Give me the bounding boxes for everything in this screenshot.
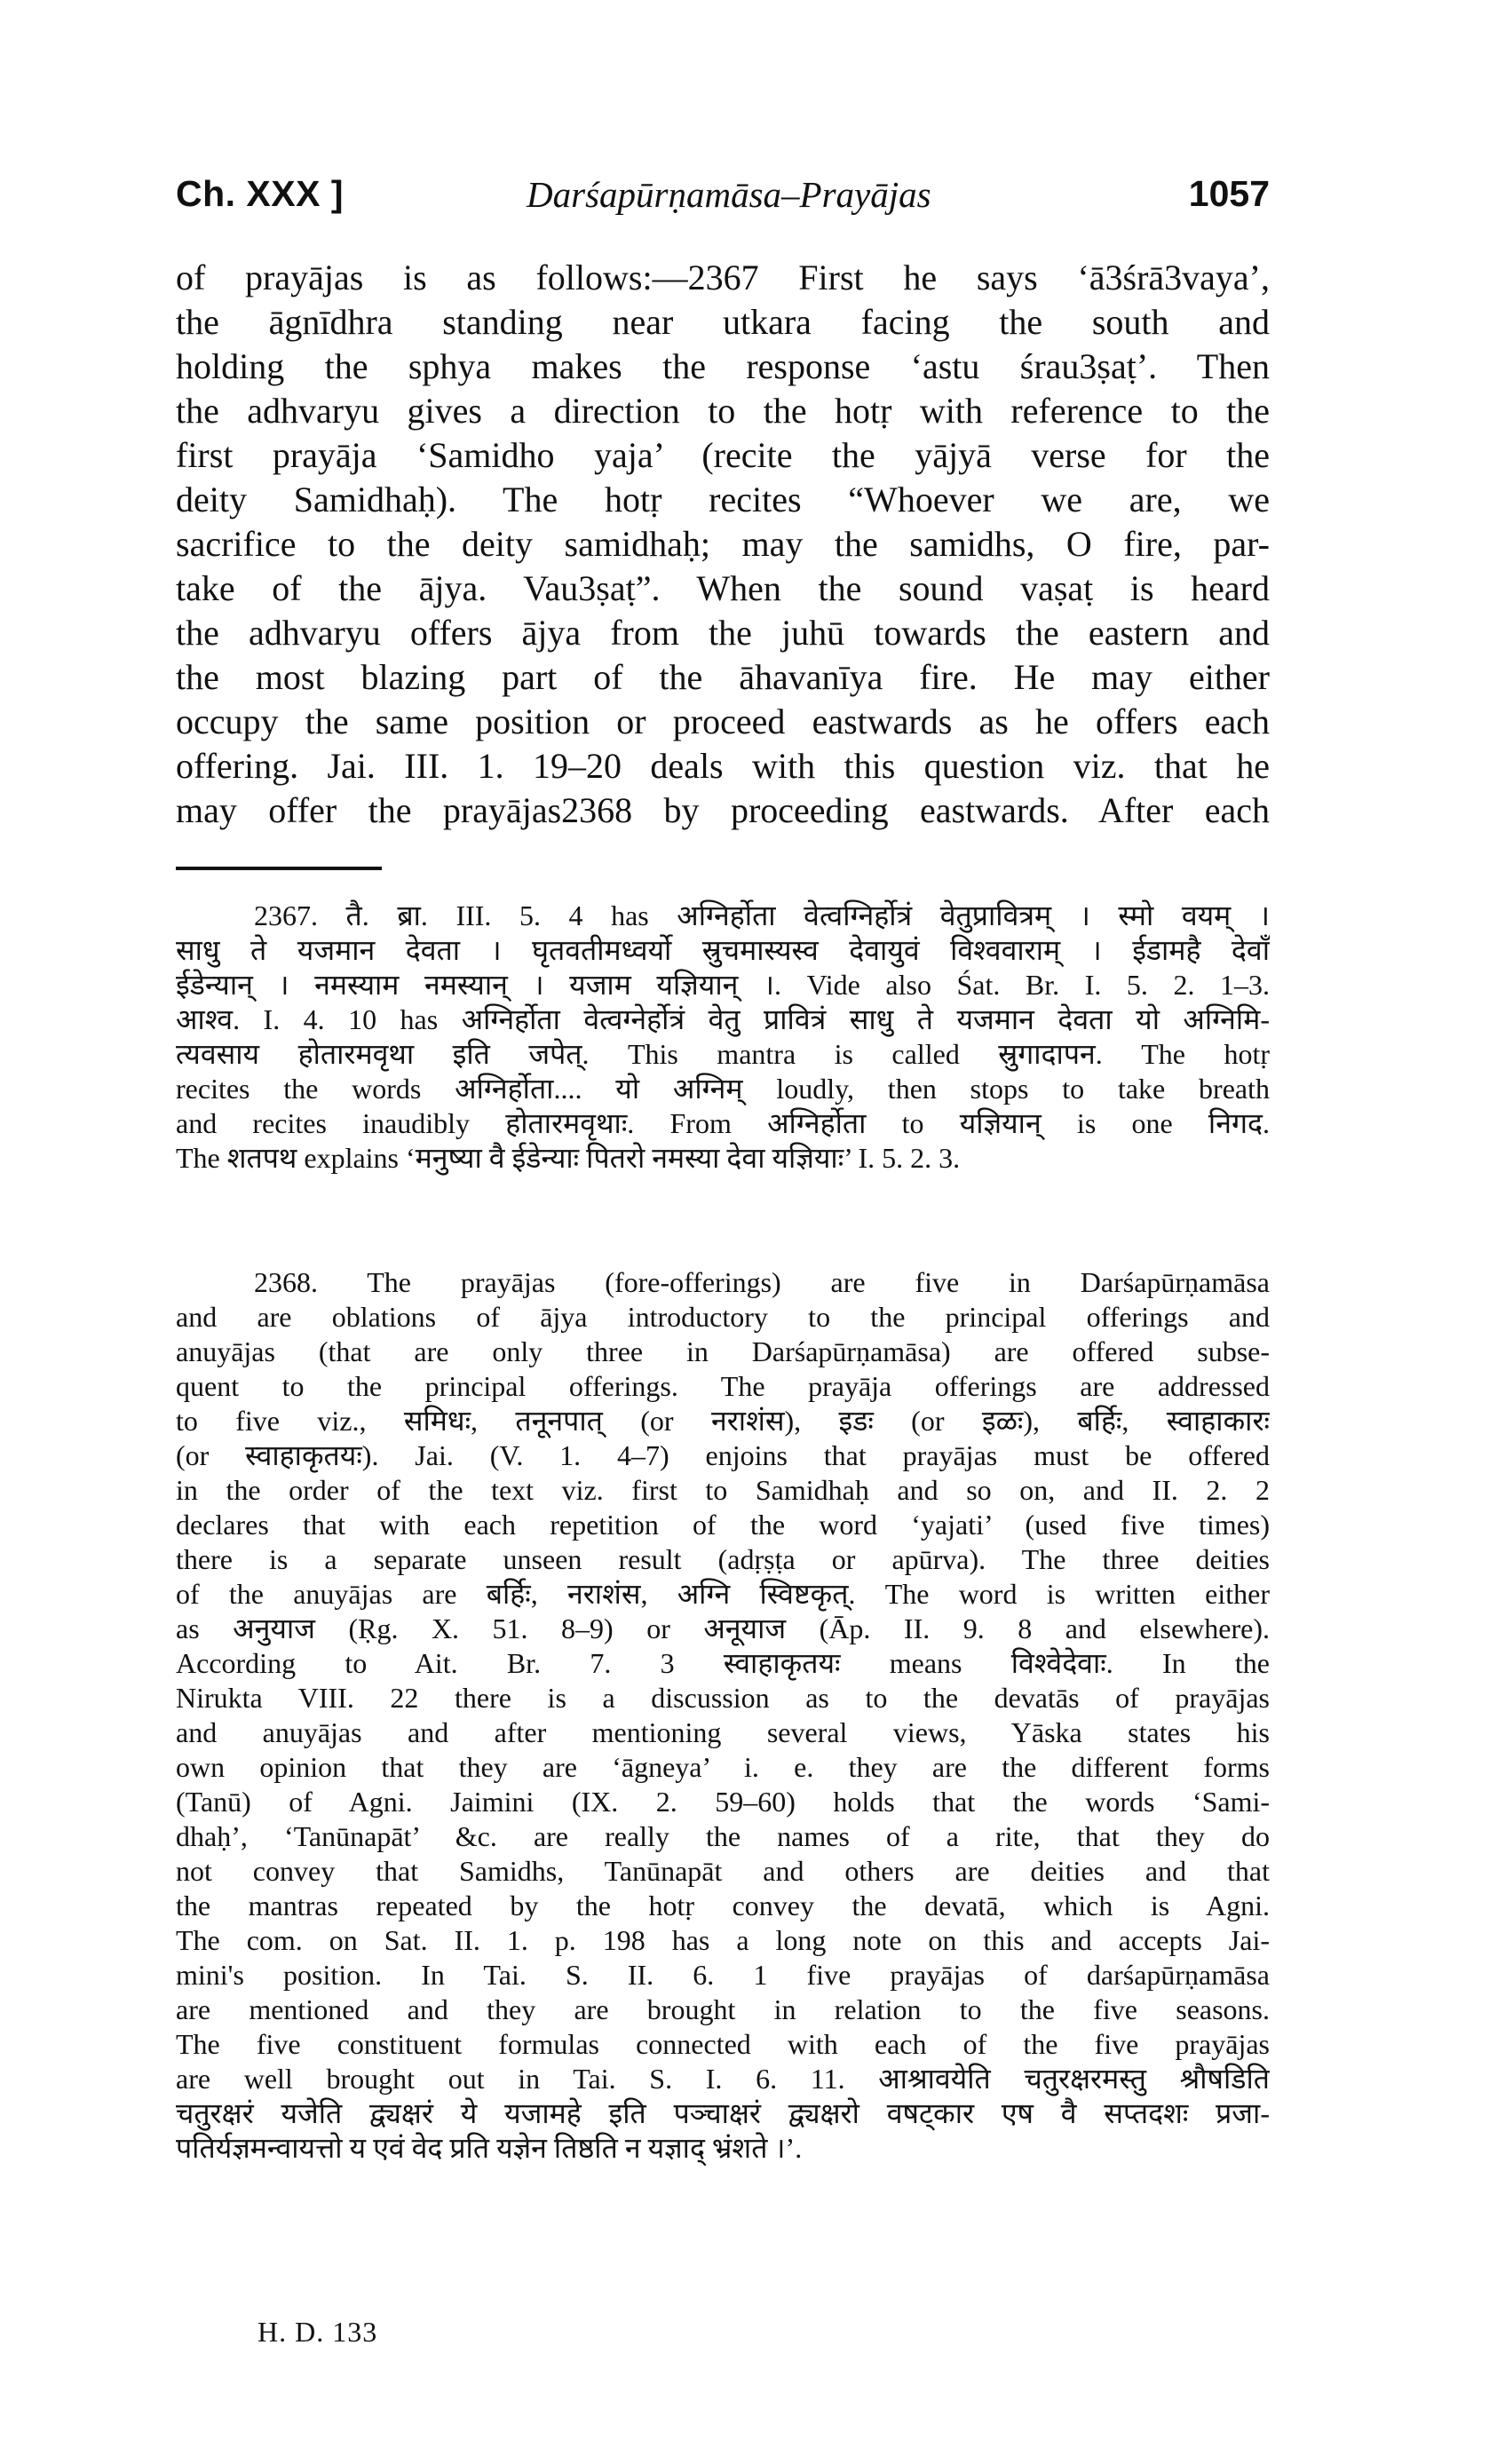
footnote-line: 2367. तै. ब्रा. III. 5. 4 has अग्निर्होता वेत्वग्निर्होत्रं वेतुप्रावित्रम् । स्मो वयम् । bbox=[254, 899, 1270, 931]
main-text-line: offering. Jai. III. 1. 19–20 deals with this question viz. that he bbox=[176, 746, 1270, 786]
footnote-2367 bbox=[176, 899, 1270, 1176]
footnote-line: त्यवसाय होतारमवृथा इति जपेत्. This mantra is called स्रुगादापन. The hotṛ bbox=[176, 1038, 1270, 1070]
footnote-line: The com. on Sat. II. 1. p. 198 has a long note on this and accepts Jai- bbox=[176, 1924, 1270, 1956]
footnote-line: mini's position. In Tai. S. II. 6. 1 five prayājas of darśapūrṇamāsa bbox=[176, 1959, 1270, 1991]
footnote-line: are well brought out in Tai. S. I. 6. 11. आश्रावयेति चतुरक्षरमस्तु श्रौषडिति bbox=[176, 2063, 1270, 2095]
footnote-line: recites the words अग्निर्होता.... यो अग्निम् loudly, then stops to take breath bbox=[176, 1073, 1270, 1105]
footnote-line: to five viz., समिधः, तनूनपात् (or नराशंस), इडः (or इळः), बर्हिः, स्वाहाकारः bbox=[176, 1405, 1270, 1437]
running-header bbox=[176, 173, 1270, 226]
footnote-2368 bbox=[176, 1265, 1270, 2166]
footnote-line: ईडेन्यान् । नमस्याम नमस्यान् । यजाम यज्ञियान् ।. Vide also Śat. Br. I. 5. 2. 1–3. bbox=[176, 969, 1270, 1001]
footnote-line: dhaḥ’, ‘Tanūnapāt’ &c. are really the names of a rite, that they do bbox=[176, 1820, 1270, 1852]
main-text-line: take of the ājya. Vau3ṣaṭ”. When the sound vaṣaṭ is heard bbox=[176, 568, 1270, 608]
page-number: 1057 bbox=[1188, 173, 1270, 214]
signature-mark: H. D. 133 bbox=[257, 2316, 378, 2348]
footnote-line: According to Ait. Br. 7. 3 स्वाहाकृतयः means विश्वेदेवाः. In the bbox=[176, 1647, 1270, 1679]
footnote-line: and recites inaudibly होतारमवृथाः. From अग्निर्होता to यज्ञियान् is one निगद. bbox=[176, 1107, 1270, 1139]
footnote-line: The five constituent formulas connected with each of the five prayājas bbox=[176, 2028, 1270, 2060]
main-text bbox=[176, 256, 1270, 833]
footnote-line: the mantras repeated by the hotṛ convey the devatā, which is Agni. bbox=[176, 1890, 1270, 1921]
footnote-line: not convey that Samidhs, Tanūnapāt and others are deities and that bbox=[176, 1855, 1270, 1887]
main-text-line: occupy the same position or proceed eastwards as he offers each bbox=[176, 701, 1270, 741]
footnote-line: पतिर्यज्ञमन्वायत्तो य एवं वेद प्रति यज्ञेन तिष्ठति न यज्ञाद् भ्रंशते ।’. bbox=[176, 2132, 803, 2164]
footnote-line: Nirukta VIII. 22 there is a discussion as to the devatās of prayājas bbox=[176, 1682, 1270, 1714]
main-text-line: the āgnīdhra standing near utkara facing the south and bbox=[176, 302, 1270, 342]
footnote-line: चतुरक्षरं यजेति द्व्यक्षरं ये यजामहे इति पञ्चाक्षरं द्व्यक्षरो वषट्कार एष वै सप्तदशः प्रजा- bbox=[176, 2097, 1270, 2129]
main-text-line: deity Samidhaḥ). The hotṛ recites “Whoever we are, we bbox=[176, 479, 1270, 519]
main-text-line: the most blazing part of the āhavanīya fire. He may either bbox=[176, 657, 1270, 697]
footnote-line: साधु ते यजमान देवता । घृतवतीमध्वर्यो स्रुचमास्यस्व देवायुवं विश्ववाराम् । ईडामहै देवाँ bbox=[176, 934, 1270, 966]
footnote-line: (Tanū) of Agni. Jaimini (IX. 2. 59–60) holds that the words ‘Sami- bbox=[176, 1786, 1270, 1818]
main-text-line: the adhvaryu offers ājya from the juhū towards the eastern and bbox=[176, 613, 1270, 653]
footnote-line: quent to the principal offerings. The prayāja offerings are addressed bbox=[176, 1370, 1270, 1402]
footnote-line: own opinion that they are ‘āgneya’ i. e. they are the different forms bbox=[176, 1751, 1270, 1783]
main-text-line: sacrifice to the deity samidhaḥ; may the samidhs, O fire, par- bbox=[176, 524, 1270, 564]
running-title: Darśapūrṇamāsa–Prayājas bbox=[527, 174, 931, 215]
footnote-line: declares that with each repetition of the word ‘yajati’ (used five times) bbox=[176, 1509, 1270, 1541]
footnote-line: there is a separate unseen result (adṛṣṭa or apūrva). The three deities bbox=[176, 1543, 1270, 1575]
main-text-line: of prayājas is as follows:—2367 First he says ‘ā3śrā3vaya’, bbox=[176, 257, 1270, 297]
footnote-line: as अनुयाज (Ṛg. X. 51. 8–9) or अनूयाज (Āp. II. 9. 8 and elsewhere). bbox=[176, 1612, 1270, 1644]
footnote-line: आश्व. I. 4. 10 has अग्निर्होता वेत्वग्नेर्होत्रं वेतु प्रावित्रं साधु ते यजमान देवता यो अग्निमि- bbox=[176, 1003, 1270, 1035]
footnote-line: in the order of the text viz. first to Samidhaḥ and so on, and II. 2. 2 bbox=[176, 1474, 1270, 1506]
main-text-line: holding the sphya makes the response ‘astu śrau3ṣaṭ’. Then bbox=[176, 346, 1270, 386]
footnote-line: anuyājas (that are only three in Darśapūrṇamāsa) are offered subse- bbox=[176, 1335, 1270, 1367]
main-text-line: first prayāja ‘Samidho yaja’ (recite the yājyā verse for the bbox=[176, 435, 1270, 475]
main-text-line: may offer the prayājas2368 by proceeding eastwards. After each bbox=[176, 790, 1270, 830]
footnote-line: The शतपथ explains ‘मनुष्या वै ईडेन्याः पितरो नमस्या देवा यज्ञियाः’ I. 5. 2. 3. bbox=[176, 1142, 961, 1174]
footnote-line: (or स्वाहाकृतयः). Jai. (V. 1. 4–7) enjoins that prayājas must be offered bbox=[176, 1439, 1270, 1471]
footnote-line: are mentioned and they are brought in relation to the five seasons. bbox=[176, 1993, 1270, 2025]
footnote-rule bbox=[176, 867, 382, 870]
footnote-line: and are oblations of ājya introductory to the principal offerings and bbox=[176, 1301, 1270, 1333]
footnote-line: and anuyājas and after mentioning several views, Yāska states his bbox=[176, 1716, 1270, 1748]
main-text-line: the adhvaryu gives a direction to the hotṛ with reference to the bbox=[176, 391, 1270, 431]
footnote-line: of the anuyājas are बर्हिः, नराशंस, अग्नि स्विष्टकृत्. The word is written either bbox=[176, 1578, 1270, 1610]
chapter-label: Ch. XXX ] bbox=[176, 173, 345, 214]
footnote-line: 2368. The prayājas (fore-offerings) are five in Darśapūrṇamāsa bbox=[254, 1266, 1270, 1298]
